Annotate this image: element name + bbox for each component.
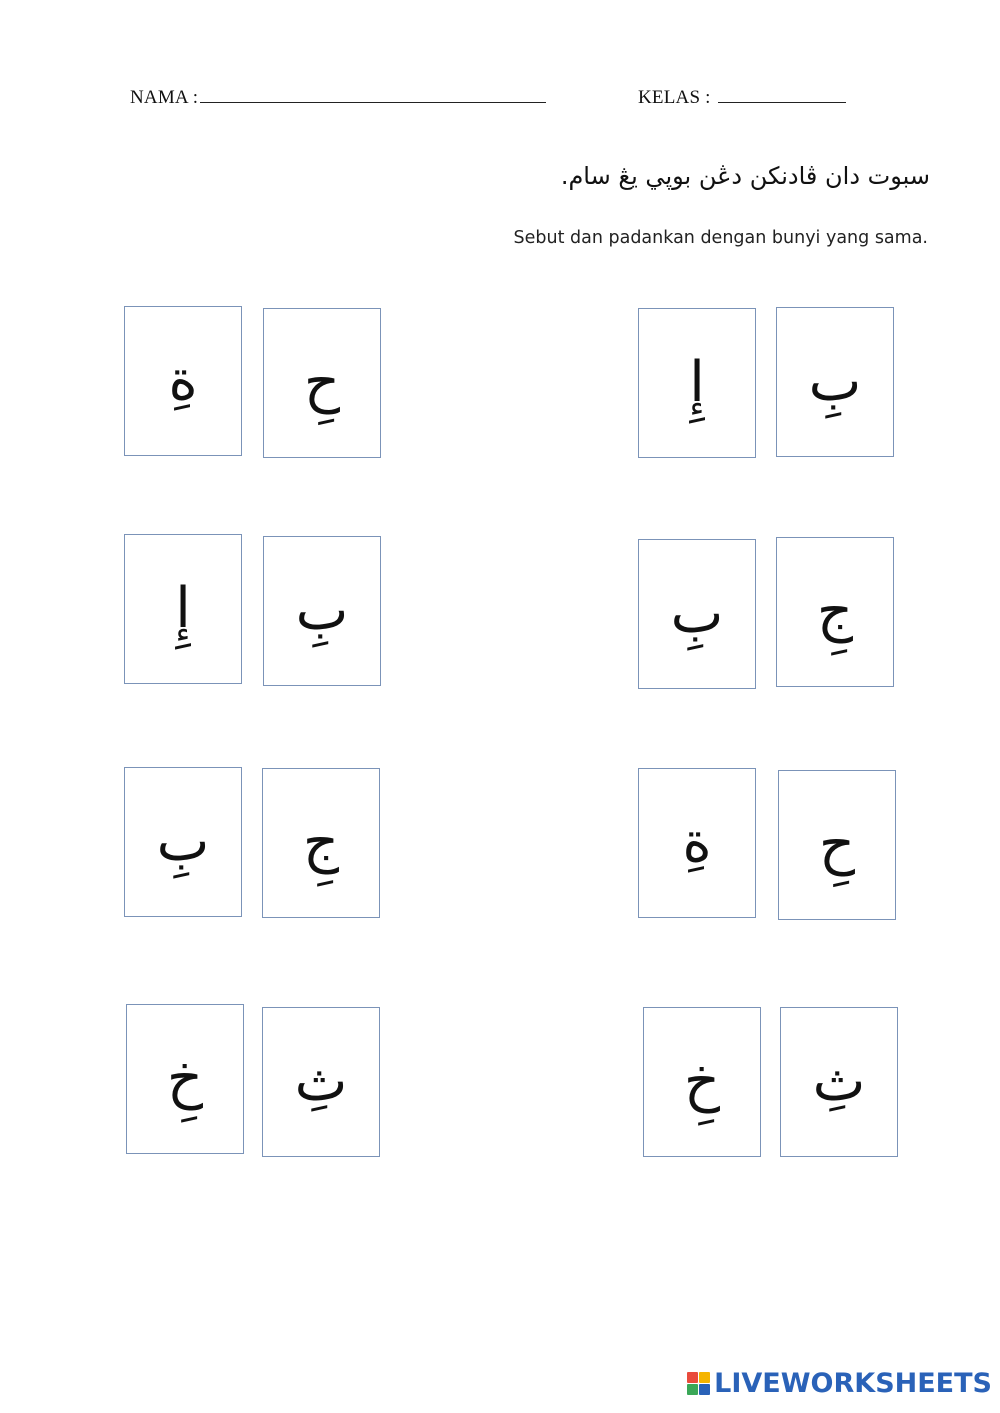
card-letter: بِ (295, 578, 349, 643)
letter-card[interactable] (643, 1007, 761, 1157)
card-letter: خِ (683, 1049, 721, 1114)
logo-square (687, 1384, 698, 1395)
letter-card[interactable] (124, 767, 242, 917)
card-letter: حِ (303, 350, 341, 415)
card-letter: ثِ (294, 1049, 348, 1114)
nama-field[interactable] (130, 86, 546, 109)
kelas-label: KELAS : (638, 87, 711, 108)
card-letter: بِ (808, 349, 862, 414)
card-letter: إِ (689, 350, 705, 415)
brand-name: LIVEWORKSHEETS (714, 1368, 992, 1399)
card-letter: ثِ (812, 1049, 866, 1114)
nama-label: NAMA : (130, 87, 199, 108)
card-letter: بِ (156, 809, 210, 874)
letter-card[interactable] (263, 308, 381, 458)
letter-card[interactable] (780, 1007, 898, 1157)
logo-square (699, 1372, 710, 1383)
card-letter: خِ (166, 1046, 204, 1111)
letter-card[interactable] (638, 768, 756, 918)
card-letter: إِ (175, 576, 191, 641)
letter-card[interactable] (262, 768, 380, 918)
liveworksheets-logo-icon (687, 1372, 710, 1395)
card-letter: جِ (302, 810, 340, 875)
kelas-field[interactable] (638, 86, 846, 109)
letter-card[interactable] (776, 307, 894, 457)
letter-card[interactable] (778, 770, 896, 920)
letter-card[interactable] (638, 308, 756, 458)
card-letter: جِ (816, 579, 854, 644)
card-letter: ةِ (682, 810, 712, 875)
letter-card[interactable] (126, 1004, 244, 1154)
instruction-rumi: Sebut dan padankan dengan bunyi yang sama. (513, 228, 928, 248)
letter-card[interactable] (263, 536, 381, 686)
card-letter: حِ (818, 812, 856, 877)
letter-card[interactable] (776, 537, 894, 687)
kelas-input-line[interactable] (718, 86, 846, 103)
card-letter: ةِ (168, 348, 198, 413)
nama-input-line[interactable] (200, 86, 546, 103)
letter-card[interactable] (262, 1007, 380, 1157)
logo-square (699, 1384, 710, 1395)
letter-card[interactable] (638, 539, 756, 689)
instruction-jawi: سبوت دان ڤادنکن دڠن بوڽي يڠ سام. (560, 162, 930, 190)
card-letter: بِ (670, 581, 724, 646)
letter-card[interactable] (124, 306, 242, 456)
logo-square (687, 1372, 698, 1383)
liveworksheets-brand (687, 1368, 992, 1399)
letter-card[interactable] (124, 534, 242, 684)
